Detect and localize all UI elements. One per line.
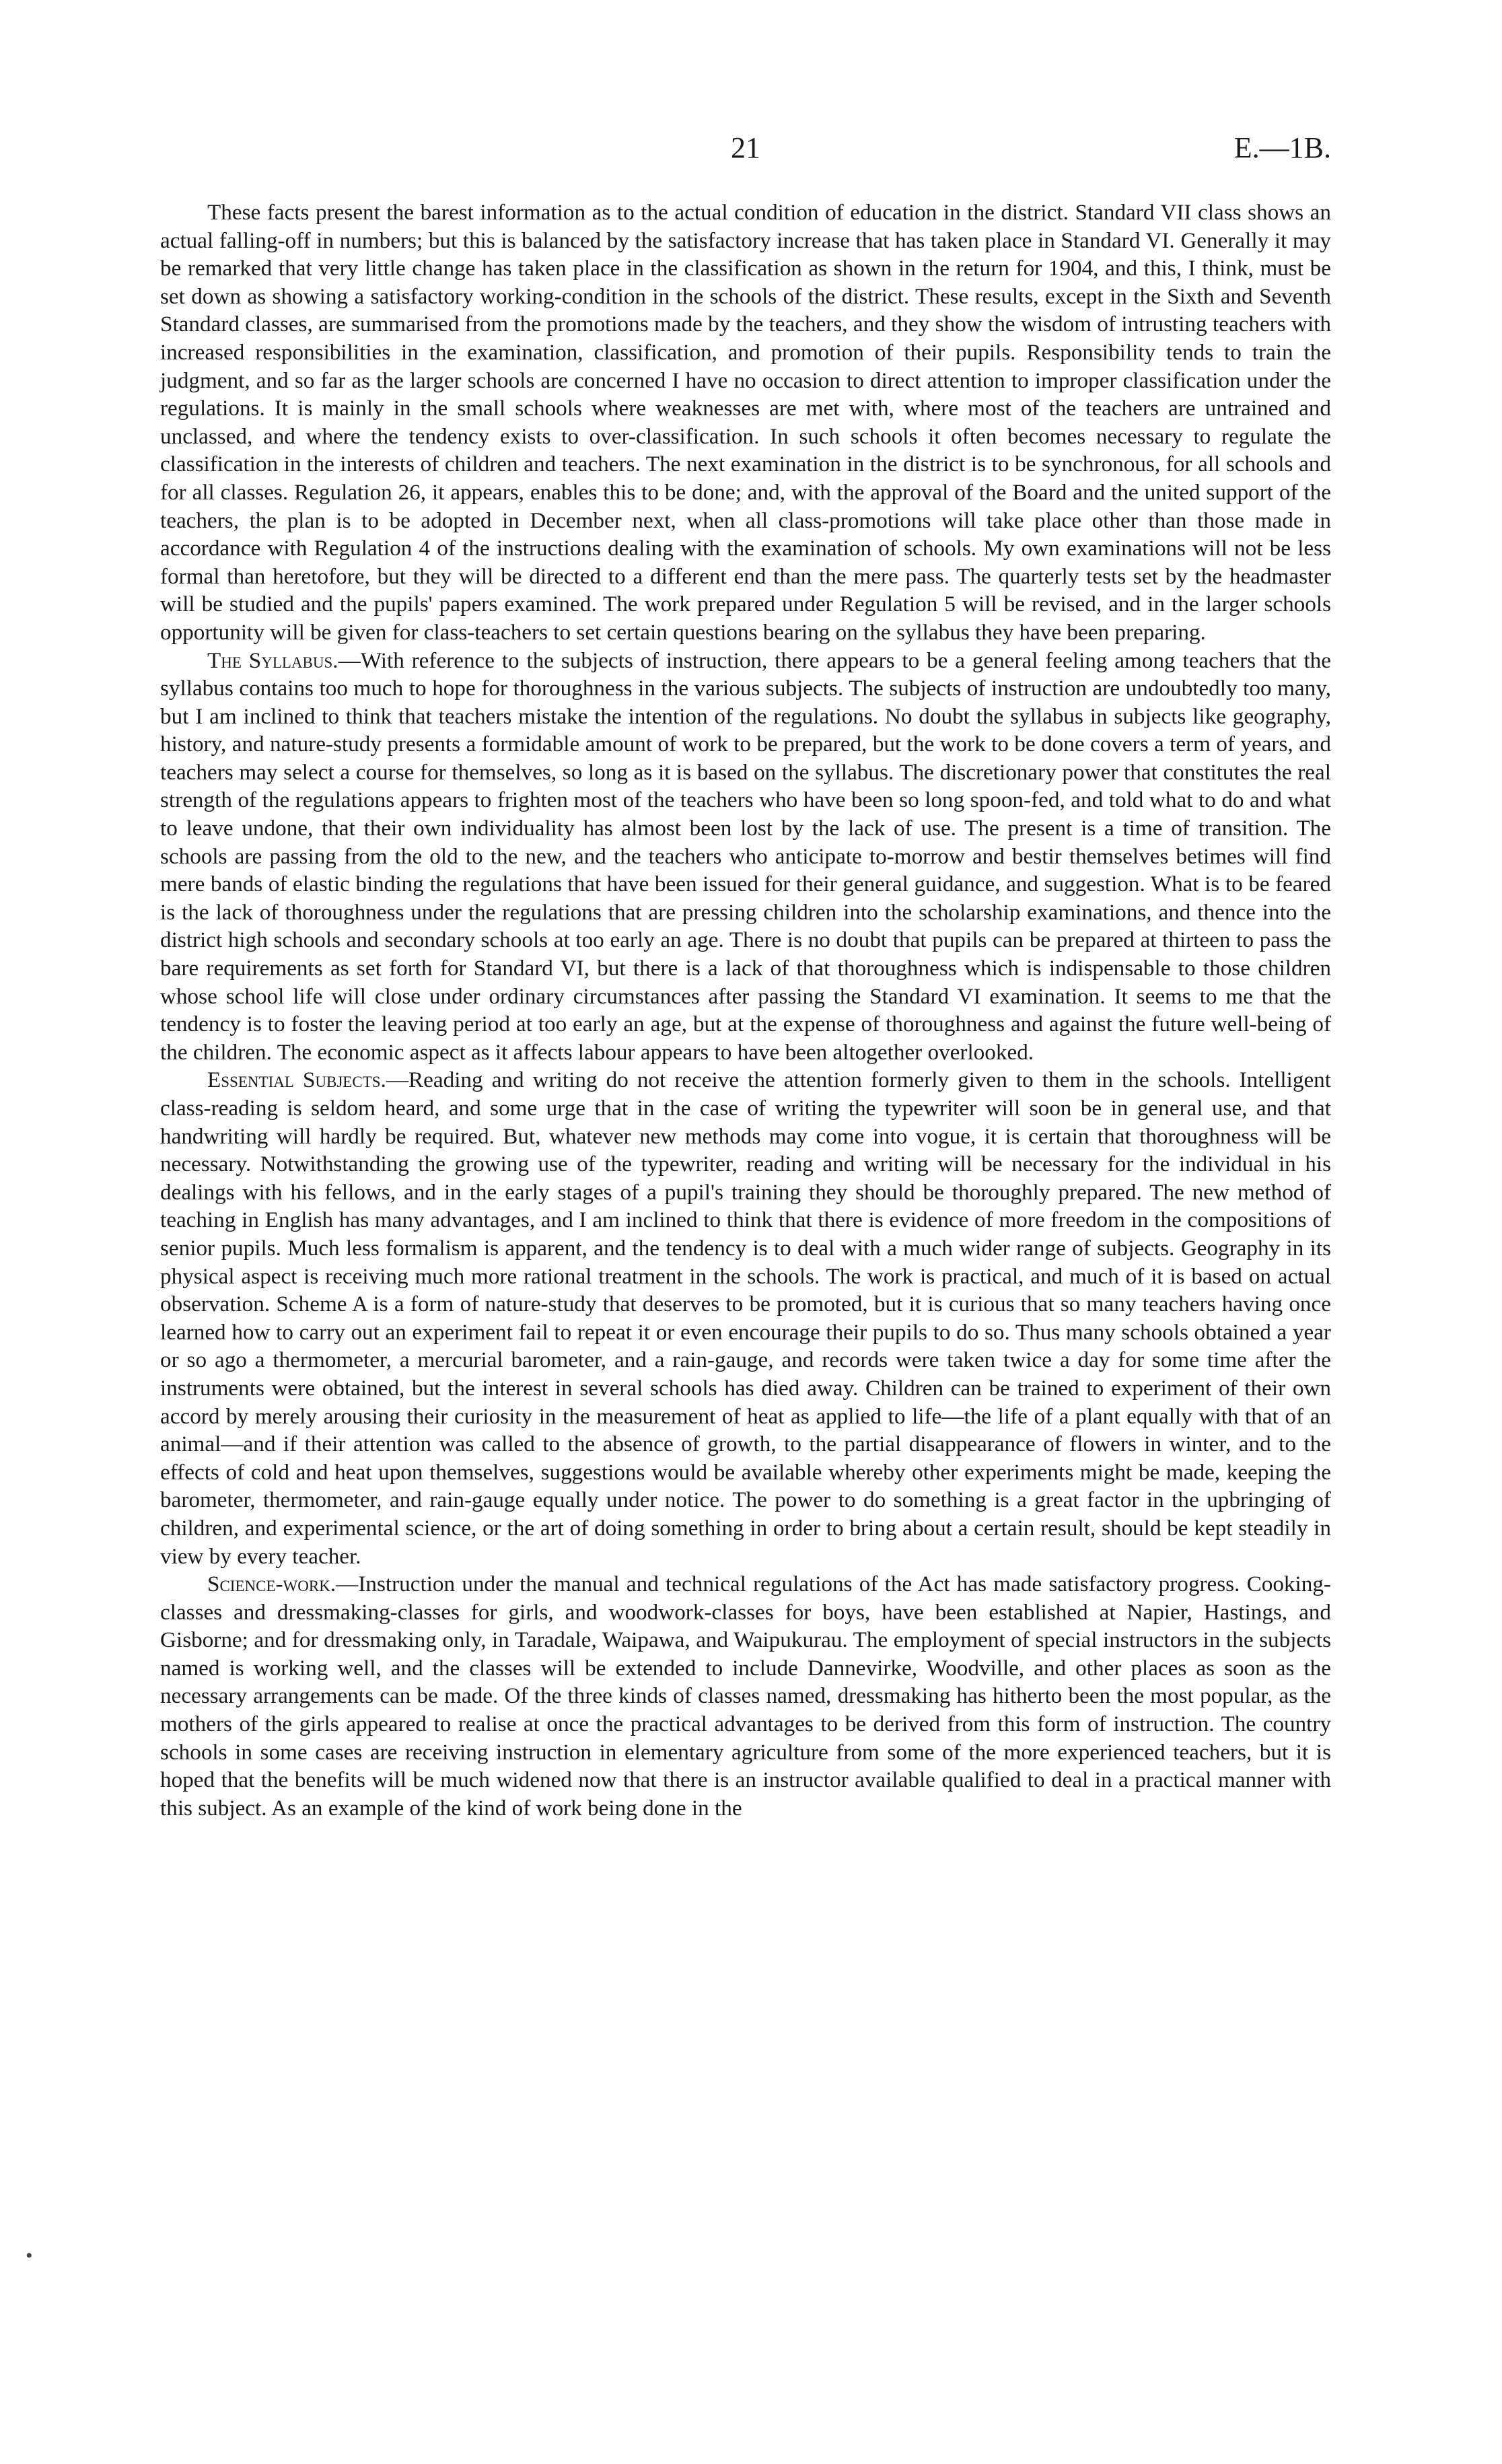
document-body <box>160 199 1331 1822</box>
paragraph-essential-subjects <box>160 1066 1331 1570</box>
section-heading-syllabus: The Syllabus. <box>207 647 338 673</box>
paragraph-text: These facts present the barest information as to the actual condition of education in the district. Standard VII class shows an actual falling-off in numbers; but this is balanced by the satisfactory increase that has taken place in Standard VI. Generally it may be remarked that very little change has taken place in the classification as shown in the return for 1904, and this, I think, must be set down as showing a satisfactory working-condition in the schools of the district. These results, except in the Sixth and Seventh Standard classes, are summarised from the promotions made by the teachers, and they show the wisdom of intrusting teachers with increased responsibilities in the examination, classification, and promotion of their pupils. Responsibility tends to train the judgment, and so far as the larger schools are concerned I have no occasion to direct attention to improper classification under the regulations. It is mainly in the small schools where weaknesses are met with, where most of the teachers are untrained and unclassed, and where the tendency exists to over-classification. In such schools it often becomes necessary to regulate the classification in the interests of children and teachers. The next examination in the district is to be synchronous, for all schools and for all classes. Regulation 26, it appears, enables this to be done; and, with the approval of the Board and the united support of the teachers, the plan is to be adopted in December next, when all class-promotions will take place other than those made in accordance with Regulation 4 of the instructions dealing with the examination of schools. My own examinations will not be less formal than heretofore, but they will be directed to a different end than the mere pass. The quarterly tests set by the headmaster will be studied and the pupils' papers examined. The work prepared under Regulation 5 will be revised, and in the larger schools opportunity will be given for class-teachers to set certain questions bearing on the syllabus they have been preparing. <box>160 200 1331 645</box>
section-heading-science-work: Science-work. <box>207 1572 336 1597</box>
paragraph-science-work <box>160 1570 1331 1822</box>
paragraph-syllabus <box>160 647 1331 1067</box>
section-heading-essential-subjects: Essential Subjects. <box>207 1067 386 1093</box>
paragraph-text: —With reference to the subjects of instruction, there appears to be a general feeling among teachers that the syllabus contains too much to hope for thoroughness in the various subjects. The subjects of instruction are undoubtedly too many, but I am inclined to think that teachers mistake the intention of the regulations. No doubt the syllabus in subjects like geography, history, and nature-study presents a formidable amount of work to be prepared, but the work to be done covers a term of years, and teachers may select a course for themselves, so long as it is based on the syllabus. The discretionary power that constitutes the real strength of the regulations appears to frighten most of the teachers who have been so long spoon-fed, and told what to do and what to leave undone, that their own individuality has almost been lost by the lack of use. The present is a time of transition. The schools are passing from the old to the new, and the teachers who anticipate to-morrow and bestir themselves betimes will find mere bands of elastic binding the regulations that have been issued for their general guidance, and suggestion. What is to be feared is the lack of thoroughness under the regulations that are pressing children into the scholarship examinations, and thence into the district high schools and secondary schools at too early an age. There is no doubt that pupils can be prepared at thirteen to pass the bare requirements as set forth for Standard VI, but there is a lack of that thoroughness which is indispensable to those children whose school life will close under ordinary circumstances after passing the Standard VI examination. It seems to me that the tendency is to foster the leaving period at too early an age, but at the expense of thoroughness and against the future well-being of the children. The economic aspect as it affects labour appears to have been altogether overlooked. <box>160 647 1331 1065</box>
document-reference: E.—1B. <box>1233 131 1331 164</box>
paragraph-text: —Instruction under the manual and technical regulations of the Act has made satisfactory progress. Cooking-classes and dressmaking-classes for girls, and woodwork-classes for boys, have been established at Napier, Hastings, and Gisborne; and for dressmaking only, in Taradale, Waipawa, and Waipukurau. The employment of special instructors in the subjects named is working well, and the classes will be extended to include Dannevirke, Woodville, and other places as soon as the necessary arrangements can be made. Of the three kinds of classes named, dressmaking has hitherto been the most popular, as the mothers of the girls appeared to realise at once the practical advantages to be derived from this form of instruction. The country schools in some cases are receiving instruction in elementary agriculture from some of the more experienced teachers, but it is hoped that the benefits will be much widened now that there is an instructor available qualified to deal in a practical manner with this subject. As an example of the kind of work being done in the <box>160 1572 1331 1821</box>
paragraph-text: —Reading and writing do not receive the attention formerly given to them in the schools. Intelligent class-reading is seldom heard, and some urge that in the case of writing the typewriter will soon be in general use, and that handwriting will hardly be required. But, whatever new methods may come into vogue, it is certain that thoroughness will be necessary. Notwithstanding the growing use of the typewriter, reading and writing will be necessary for the individual in his dealings with his fellows, and in the early stages of a pupil's training they should be thoroughly prepared. The new method of teaching in English has many advantages, and I am inclined to think that there is evidence of more freedom in the compositions of senior pupils. Much less formalism is apparent, and the tendency is to deal with a much wider range of subjects. Geography in its physical aspect is receiving much more rational treatment in the schools. The work is practical, and much of it is based on actual observation. Scheme A is a form of nature-study that deserves to be promoted, but it is curious that so many teachers having once learned how to carry out an experiment fail to repeat it or even encourage their pupils to do so. Thus many schools obtained a year or so ago a thermometer, a mercurial barometer, and a rain-gauge, and records were taken twice a day for some time after the instruments were obtained, but the interest in several schools has died away. Children can be trained to experiment of their own accord by merely arousing their curiosity in the measurement of heat as applied to life—the life of a plant equally with that of an animal—and if their attention was called to the absence of growth, to the partial disappearance of flowers in winter, and to the effects of cold and heat upon themselves, suggestions would be available whereby other experiments might be made, keeping the barometer, thermometer, and rain-gauge equally under notice. The power to do something is a great factor in the upbringing of children, and experimental science, or the art of doing something in order to bring about a certain result, should be kept steadily in view by every teacher. <box>160 1067 1332 1569</box>
page-number: 21 <box>731 131 760 164</box>
margin-mark: • <box>26 2245 33 2267</box>
paragraph-classification <box>160 199 1331 647</box>
page-header <box>160 128 1331 168</box>
